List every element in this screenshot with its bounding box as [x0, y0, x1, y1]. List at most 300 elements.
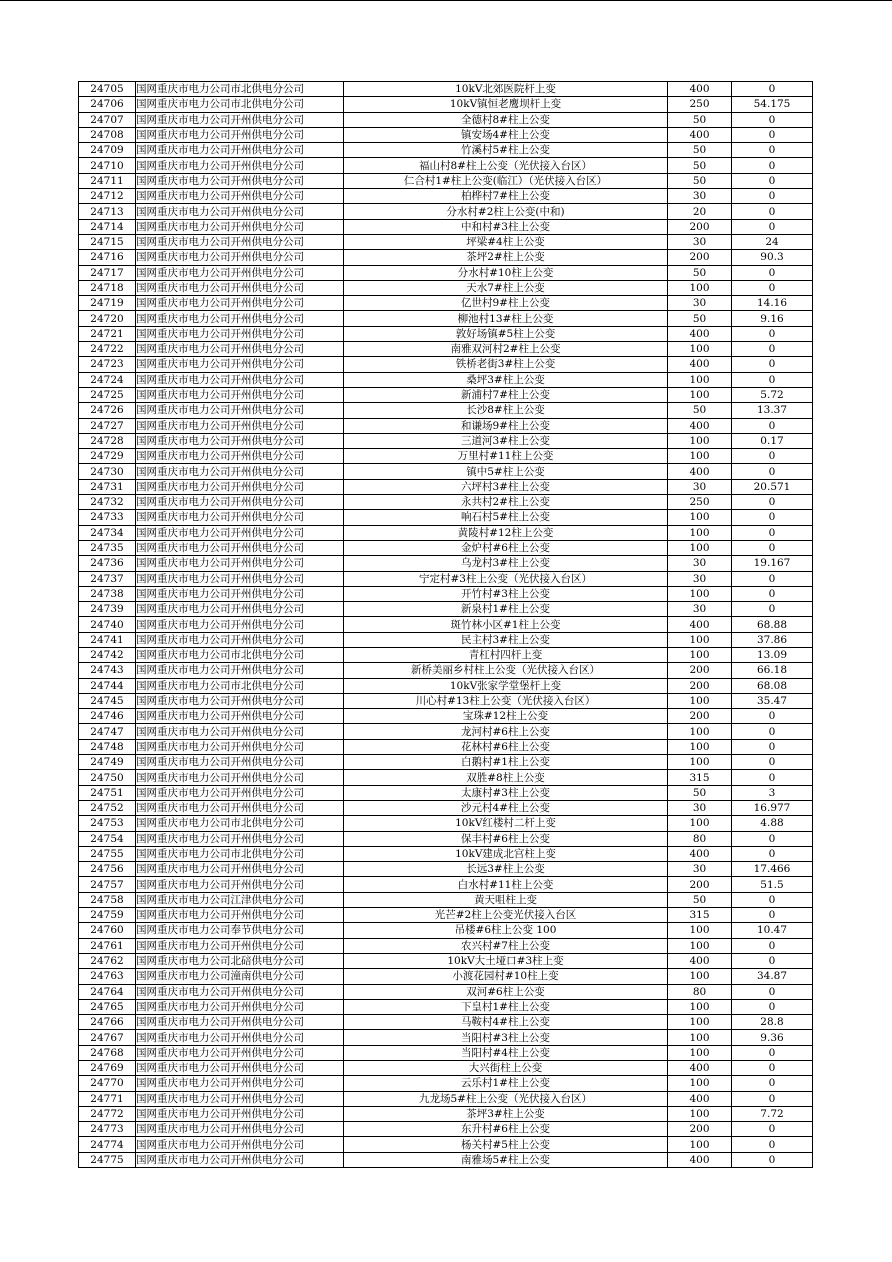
table-row — [79, 785, 813, 800]
row-id: 24730 — [79, 464, 136, 479]
table-row — [79, 449, 813, 464]
company-name: 国网重庆市电力公司开州供电分公司 — [136, 204, 344, 219]
row-id: 24733 — [79, 510, 136, 525]
value: 0 — [732, 953, 813, 968]
table-row — [79, 862, 813, 877]
table-row — [79, 1106, 813, 1121]
row-id: 24761 — [79, 938, 136, 953]
value: 0 — [732, 1091, 813, 1106]
capacity: 400 — [668, 1091, 732, 1106]
transformer-name: 白水村#11柱上公变 — [344, 877, 668, 892]
transformer-name: 亿世村9#柱上公变 — [344, 296, 668, 311]
company-name: 国网重庆市电力公司开州供电分公司 — [136, 189, 344, 204]
company-name: 国网重庆市电力公司开州供电分公司 — [136, 877, 344, 892]
row-id: 24763 — [79, 969, 136, 984]
transformer-name: 10kV北郊医院杆上变 — [344, 82, 668, 97]
row-id: 24707 — [79, 112, 136, 127]
company-name: 国网重庆市电力公司开州供电分公司 — [136, 357, 344, 372]
table-row — [79, 724, 813, 739]
capacity: 30 — [668, 234, 732, 249]
capacity: 50 — [668, 112, 732, 127]
row-id: 24737 — [79, 571, 136, 586]
capacity: 400 — [668, 1152, 732, 1167]
transformer-name: 敦好场镇#5柱上公变 — [344, 326, 668, 341]
capacity: 200 — [668, 250, 732, 265]
company-name: 国网重庆市电力公司开州供电分公司 — [136, 984, 344, 999]
value: 66.18 — [732, 663, 813, 678]
value: 0 — [732, 1076, 813, 1091]
capacity: 80 — [668, 984, 732, 999]
company-name: 国网重庆市电力公司开州供电分公司 — [136, 540, 344, 555]
value: 0 — [732, 908, 813, 923]
value: 0 — [732, 510, 813, 525]
value: 7.72 — [732, 1106, 813, 1121]
company-name: 国网重庆市电力公司开州供电分公司 — [136, 1061, 344, 1076]
value: 0 — [732, 265, 813, 280]
table-row — [79, 418, 813, 433]
capacity: 100 — [668, 739, 732, 754]
transformer-name: 太康村#3柱上公变 — [344, 785, 668, 800]
value: 0 — [732, 449, 813, 464]
row-id: 24743 — [79, 663, 136, 678]
table-row — [79, 846, 813, 861]
capacity: 100 — [668, 1045, 732, 1060]
row-id: 24754 — [79, 831, 136, 846]
value: 0 — [732, 357, 813, 372]
value: 0 — [732, 112, 813, 127]
value: 0 — [732, 739, 813, 754]
company-name: 国网重庆市电力公司开州供电分公司 — [136, 418, 344, 433]
value: 0 — [732, 189, 813, 204]
company-name: 国网重庆市电力公司开州供电分公司 — [136, 464, 344, 479]
capacity: 100 — [668, 525, 732, 540]
transformer-name: 新桥美丽乡村柱上公变（光伏接入台区） — [344, 663, 668, 678]
table-row — [79, 387, 813, 402]
transformer-name: 吊楼#6柱上公变 100 — [344, 923, 668, 938]
company-name: 国网重庆市电力公司开州供电分公司 — [136, 571, 344, 586]
capacity: 250 — [668, 97, 732, 112]
company-name: 国网重庆市电力公司开州供电分公司 — [136, 755, 344, 770]
value: 0 — [732, 280, 813, 295]
value: 34.87 — [732, 969, 813, 984]
company-name: 国网重庆市电力公司开州供电分公司 — [136, 709, 344, 724]
capacity: 30 — [668, 296, 732, 311]
value: 9.16 — [732, 311, 813, 326]
value: 90.3 — [732, 250, 813, 265]
table-row — [79, 1137, 813, 1152]
row-id: 24718 — [79, 280, 136, 295]
capacity: 250 — [668, 495, 732, 510]
transformer-name: 杨关村#5柱上公变 — [344, 1137, 668, 1152]
row-id: 24744 — [79, 678, 136, 693]
capacity: 400 — [668, 617, 732, 632]
company-name: 国网重庆市电力公司开州供电分公司 — [136, 785, 344, 800]
value: 0 — [732, 1061, 813, 1076]
table-row — [79, 647, 813, 662]
transformer-name: 铁桥老街3#柱上公变 — [344, 357, 668, 372]
company-name: 国网重庆市电力公司开州供电分公司 — [136, 479, 344, 494]
value: 0 — [732, 724, 813, 739]
table-row — [79, 127, 813, 142]
company-name: 国网重庆市电力公司开州供电分公司 — [136, 326, 344, 341]
company-name: 国网重庆市电力公司开州供电分公司 — [136, 143, 344, 158]
capacity: 200 — [668, 709, 732, 724]
row-id: 24729 — [79, 449, 136, 464]
row-id: 24773 — [79, 1122, 136, 1137]
table-row — [79, 617, 813, 632]
row-id: 24758 — [79, 892, 136, 907]
company-name: 国网重庆市电力公司开州供电分公司 — [136, 1015, 344, 1030]
row-id: 24772 — [79, 1106, 136, 1121]
value: 20.571 — [732, 479, 813, 494]
capacity: 100 — [668, 1137, 732, 1152]
company-name: 国网重庆市电力公司开州供电分公司 — [136, 602, 344, 617]
row-id: 24774 — [79, 1137, 136, 1152]
transformer-name: 10kV镇恒老鹰坝杆上变 — [344, 97, 668, 112]
row-id: 24724 — [79, 372, 136, 387]
company-name: 国网重庆市电力公司开州供电分公司 — [136, 663, 344, 678]
transformer-name: 万里村#11柱上公变 — [344, 449, 668, 464]
table-row — [79, 143, 813, 158]
row-id: 24760 — [79, 923, 136, 938]
value: 17.466 — [732, 862, 813, 877]
transformer-name: 和谦场9#柱上公变 — [344, 418, 668, 433]
company-name: 国网重庆市电力公司开州供电分公司 — [136, 219, 344, 234]
table-row — [79, 1122, 813, 1137]
table-row — [79, 800, 813, 815]
capacity: 30 — [668, 571, 732, 586]
value: 0 — [732, 540, 813, 555]
table-row — [79, 938, 813, 953]
value: 0 — [732, 173, 813, 188]
transformer-name: 10kV建成北宫柱上变 — [344, 846, 668, 861]
table-row — [79, 540, 813, 555]
table-row — [79, 556, 813, 571]
row-id: 24751 — [79, 785, 136, 800]
table-row — [79, 479, 813, 494]
value: 0 — [732, 999, 813, 1014]
transformer-name: 全德村8#柱上公变 — [344, 112, 668, 127]
company-name: 国网重庆市电力公司开州供电分公司 — [136, 739, 344, 754]
table-row — [79, 1152, 813, 1167]
table-row — [79, 1091, 813, 1106]
transformer-name: 云乐村1#柱上公变 — [344, 1076, 668, 1091]
value: 0 — [732, 709, 813, 724]
company-name: 国网重庆市电力公司开州供电分公司 — [136, 586, 344, 601]
transformer-name: 大兴街柱上公变 — [344, 1061, 668, 1076]
table-row — [79, 1076, 813, 1091]
row-id: 24726 — [79, 403, 136, 418]
capacity: 200 — [668, 877, 732, 892]
transformer-name: 茶坪2#柱上公变 — [344, 250, 668, 265]
transformer-name: 长远3#柱上公变 — [344, 862, 668, 877]
capacity: 80 — [668, 831, 732, 846]
company-name: 国网重庆市电力公司开州供电分公司 — [136, 1045, 344, 1060]
row-id: 24764 — [79, 984, 136, 999]
table-row — [79, 464, 813, 479]
row-id: 24723 — [79, 357, 136, 372]
transformer-name: 川心村#13柱上公变（光伏接入台区） — [344, 693, 668, 708]
row-id: 24717 — [79, 265, 136, 280]
value: 0.17 — [732, 433, 813, 448]
row-id: 24727 — [79, 418, 136, 433]
row-id: 24749 — [79, 755, 136, 770]
transformer-name: 10kV红楼村二杆上变 — [344, 816, 668, 831]
company-name: 国网重庆市电力公司开州供电分公司 — [136, 908, 344, 923]
row-id: 24739 — [79, 602, 136, 617]
capacity: 315 — [668, 770, 732, 785]
row-id: 24728 — [79, 433, 136, 448]
table-row — [79, 770, 813, 785]
company-name: 国网重庆市电力公司江津供电分公司 — [136, 892, 344, 907]
table-row — [79, 311, 813, 326]
transformer-name: 镇中5#柱上公变 — [344, 464, 668, 479]
row-id: 24722 — [79, 342, 136, 357]
value: 0 — [732, 571, 813, 586]
capacity: 100 — [668, 372, 732, 387]
transformer-name: 10kV大土垭口#3柱上变 — [344, 953, 668, 968]
top-rule — [0, 0, 892, 1]
capacity: 100 — [668, 816, 732, 831]
company-name: 国网重庆市电力公司开州供电分公司 — [136, 999, 344, 1014]
table-row — [79, 357, 813, 372]
capacity: 100 — [668, 342, 732, 357]
table-row — [79, 234, 813, 249]
transformer-name: 龙河村#6柱上公变 — [344, 724, 668, 739]
table-row — [79, 342, 813, 357]
row-id: 24709 — [79, 143, 136, 158]
transformer-name: 新泉村1#柱上公变 — [344, 602, 668, 617]
capacity: 315 — [668, 908, 732, 923]
row-id: 24756 — [79, 862, 136, 877]
transformer-name: 光芒#2柱上公变光伏接入台区 — [344, 908, 668, 923]
row-id: 24735 — [79, 540, 136, 555]
table-row — [79, 189, 813, 204]
capacity: 100 — [668, 724, 732, 739]
transformer-name: 中和村#3柱上公变 — [344, 219, 668, 234]
value: 54.175 — [732, 97, 813, 112]
table-row — [79, 586, 813, 601]
capacity: 200 — [668, 663, 732, 678]
company-name: 国网重庆市电力公司市北供电分公司 — [136, 82, 344, 97]
company-name: 国网重庆市电力公司开州供电分公司 — [136, 403, 344, 418]
table-row — [79, 999, 813, 1014]
table-row — [79, 265, 813, 280]
company-name: 国网重庆市电力公司奉节供电分公司 — [136, 923, 344, 938]
capacity: 50 — [668, 311, 732, 326]
row-id: 24714 — [79, 219, 136, 234]
value: 0 — [732, 219, 813, 234]
transformer-name: 马鞍村4#柱上公变 — [344, 1015, 668, 1030]
row-id: 24705 — [79, 82, 136, 97]
row-id: 24742 — [79, 647, 136, 662]
capacity: 400 — [668, 464, 732, 479]
table-row — [79, 892, 813, 907]
transformer-name: 天水7#柱上公变 — [344, 280, 668, 295]
value: 0 — [732, 525, 813, 540]
row-id: 24708 — [79, 127, 136, 142]
transformer-name: 桑坪3#柱上公变 — [344, 372, 668, 387]
row-id: 24731 — [79, 479, 136, 494]
row-id: 24738 — [79, 586, 136, 601]
company-name: 国网重庆市电力公司开州供电分公司 — [136, 372, 344, 387]
table-row — [79, 1045, 813, 1060]
company-name: 国网重庆市电力公司开州供电分公司 — [136, 387, 344, 402]
table-row — [79, 908, 813, 923]
capacity: 30 — [668, 800, 732, 815]
company-name: 国网重庆市电力公司市北供电分公司 — [136, 816, 344, 831]
company-name: 国网重庆市电力公司开州供电分公司 — [136, 556, 344, 571]
capacity: 400 — [668, 846, 732, 861]
transformer-name: 永共村2#柱上公变 — [344, 495, 668, 510]
transformer-name: 下皇村1#柱上公变 — [344, 999, 668, 1014]
company-name: 国网重庆市电力公司开州供电分公司 — [136, 1152, 344, 1167]
table-row — [79, 969, 813, 984]
company-name: 国网重庆市电力公司开州供电分公司 — [136, 510, 344, 525]
value: 0 — [732, 127, 813, 142]
company-name: 国网重庆市电力公司开州供电分公司 — [136, 250, 344, 265]
transformer-name: 农兴村#7柱上公变 — [344, 938, 668, 953]
transformer-name: 南雅双河村2#柱上公变 — [344, 342, 668, 357]
transformer-name: 10kV张家学堂堡杆上变 — [344, 678, 668, 693]
value: 0 — [732, 1122, 813, 1137]
company-name: 国网重庆市电力公司开州供电分公司 — [136, 1122, 344, 1137]
capacity: 100 — [668, 693, 732, 708]
capacity: 400 — [668, 82, 732, 97]
capacity: 200 — [668, 219, 732, 234]
capacity: 100 — [668, 755, 732, 770]
capacity: 100 — [668, 647, 732, 662]
transformer-table — [78, 81, 813, 1168]
capacity: 200 — [668, 678, 732, 693]
table-row — [79, 1061, 813, 1076]
table-row — [79, 816, 813, 831]
capacity: 100 — [668, 999, 732, 1014]
value: 0 — [732, 846, 813, 861]
table-row — [79, 739, 813, 754]
row-id: 24740 — [79, 617, 136, 632]
transformer-name: 宁定村#3柱上公变（光伏接入台区） — [344, 571, 668, 586]
company-name: 国网重庆市电力公司开州供电分公司 — [136, 296, 344, 311]
value: 16.977 — [732, 800, 813, 815]
transformer-name: 黄陵村#12柱上公变 — [344, 525, 668, 540]
transformer-name: 茶坪3#柱上公变 — [344, 1106, 668, 1121]
row-id: 24755 — [79, 846, 136, 861]
capacity: 100 — [668, 632, 732, 647]
table-row — [79, 296, 813, 311]
company-name: 国网重庆市电力公司开州供电分公司 — [136, 831, 344, 846]
value: 0 — [732, 326, 813, 341]
row-id: 24748 — [79, 739, 136, 754]
row-id: 24769 — [79, 1061, 136, 1076]
company-name: 国网重庆市电力公司开州供电分公司 — [136, 234, 344, 249]
capacity: 400 — [668, 357, 732, 372]
company-name: 国网重庆市电力公司市北供电分公司 — [136, 678, 344, 693]
row-id: 24759 — [79, 908, 136, 923]
table-row — [79, 219, 813, 234]
capacity: 100 — [668, 1015, 732, 1030]
row-id: 24746 — [79, 709, 136, 724]
table-row — [79, 877, 813, 892]
row-id: 24712 — [79, 189, 136, 204]
value: 0 — [732, 82, 813, 97]
capacity: 400 — [668, 1061, 732, 1076]
transformer-name: 开竹村#3柱上公变 — [344, 586, 668, 601]
value: 68.08 — [732, 678, 813, 693]
table-row — [79, 82, 813, 97]
value: 51.5 — [732, 877, 813, 892]
capacity: 50 — [668, 143, 732, 158]
transformer-name: 长沙8#柱上公变 — [344, 403, 668, 418]
transformer-name: 六坪村3#柱上公变 — [344, 479, 668, 494]
value: 0 — [732, 143, 813, 158]
table-row — [79, 280, 813, 295]
capacity: 100 — [668, 433, 732, 448]
company-name: 国网重庆市电力公司市北供电分公司 — [136, 97, 344, 112]
value: 5.72 — [732, 387, 813, 402]
capacity: 100 — [668, 510, 732, 525]
transformer-name: 东升村#6柱上公变 — [344, 1122, 668, 1137]
transformer-name: 南雅场5#柱上公变 — [344, 1152, 668, 1167]
row-id: 24771 — [79, 1091, 136, 1106]
capacity: 100 — [668, 969, 732, 984]
table-row — [79, 403, 813, 418]
transformer-name: 柳池村13#柱上公变 — [344, 311, 668, 326]
table-row — [79, 1030, 813, 1045]
capacity: 30 — [668, 862, 732, 877]
capacity: 50 — [668, 173, 732, 188]
transformer-name: 斑竹林小区#1柱上公变 — [344, 617, 668, 632]
value: 0 — [732, 938, 813, 953]
capacity: 100 — [668, 1106, 732, 1121]
value: 24 — [732, 234, 813, 249]
transformer-name: 当阳村#4柱上公变 — [344, 1045, 668, 1060]
value: 13.09 — [732, 647, 813, 662]
capacity: 100 — [668, 923, 732, 938]
company-name: 国网重庆市电力公司开州供电分公司 — [136, 1076, 344, 1091]
company-name: 国网重庆市电力公司开州供电分公司 — [136, 770, 344, 785]
row-id: 24734 — [79, 525, 136, 540]
company-name: 国网重庆市电力公司开州供电分公司 — [136, 1030, 344, 1045]
row-id: 24715 — [79, 234, 136, 249]
row-id: 24706 — [79, 97, 136, 112]
table-row — [79, 525, 813, 540]
table-row — [79, 693, 813, 708]
value: 3 — [732, 785, 813, 800]
capacity: 50 — [668, 785, 732, 800]
company-name: 国网重庆市电力公司开州供电分公司 — [136, 127, 344, 142]
value: 0 — [732, 892, 813, 907]
capacity: 50 — [668, 403, 732, 418]
capacity: 100 — [668, 1076, 732, 1091]
table-row — [79, 250, 813, 265]
capacity: 100 — [668, 1030, 732, 1045]
capacity: 200 — [668, 1122, 732, 1137]
row-id: 24719 — [79, 296, 136, 311]
company-name: 国网重庆市电力公司开州供电分公司 — [136, 632, 344, 647]
transformer-name: 保丰村#6柱上公变 — [344, 831, 668, 846]
transformer-name: 乌龙村3#柱上公变 — [344, 556, 668, 571]
transformer-name: 竹溪村5#柱上公变 — [344, 143, 668, 158]
value: 0 — [732, 372, 813, 387]
transformer-name: 镇安场4#柱上公变 — [344, 127, 668, 142]
row-id: 24741 — [79, 632, 136, 647]
capacity: 100 — [668, 280, 732, 295]
transformer-name: 宝珠#12柱上公变 — [344, 709, 668, 724]
table-row — [79, 510, 813, 525]
table-row — [79, 158, 813, 173]
capacity: 50 — [668, 265, 732, 280]
